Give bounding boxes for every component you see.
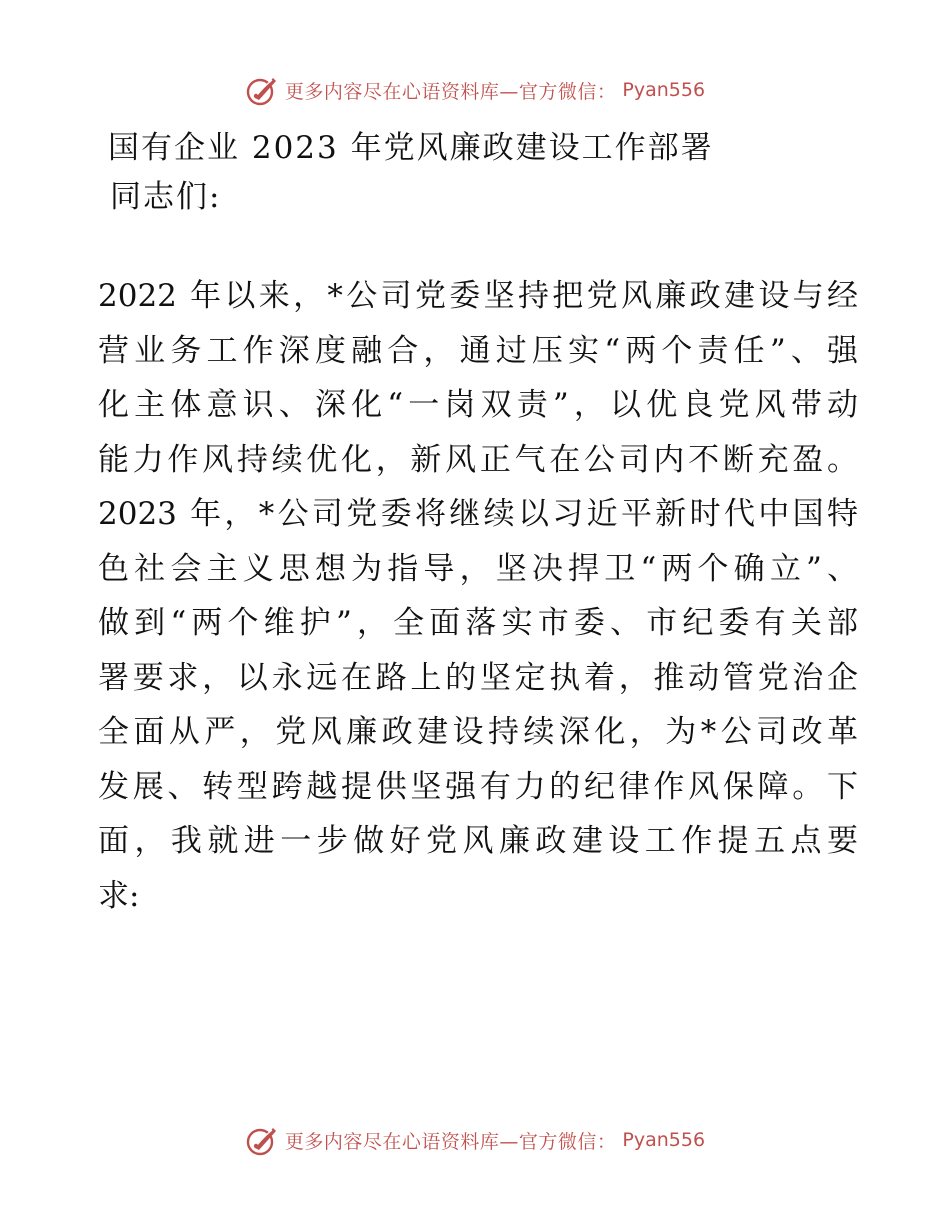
feather-pen-seal-icon	[245, 1123, 279, 1157]
watermark-text: 更多内容尽在心语资料库—官方微信：	[284, 80, 617, 103]
footer-watermark	[0, 1120, 950, 1160]
body-line: 发展、转型跨越提供坚强有力的纪律作风保障。下	[98, 768, 858, 805]
body-line: 做到“两个维护”，全面落实市委、市纪委有关部	[98, 605, 858, 641]
body-line: 2023 年，*公司党委将继续以习近平新时代中国特	[98, 496, 858, 532]
watermark-wechat-id: Pyan556	[622, 1129, 706, 1151]
header-watermark	[0, 70, 950, 110]
watermark-text: 更多内容尽在心语资料库—官方微信：	[284, 1130, 617, 1153]
body-line: 色社会主义思想为指导，坚决捍卫“两个确立”、	[98, 550, 858, 587]
body-line: 营业务工作深度融合，通过压实“两个责任”、强	[98, 332, 858, 369]
body-line: 能力作风持续优化，新风正气在公司内不断充盈。	[98, 441, 858, 478]
watermark-wechat-id: Pyan556	[622, 79, 706, 101]
body-paragraph	[98, 276, 858, 930]
salutation: 同志们:	[110, 179, 222, 215]
document-title: 国有企业 2023 年党风廉政建设工作部署	[108, 130, 714, 166]
body-line: 化主体意识、深化“一岗双责”，以优良党风带动	[98, 387, 858, 423]
body-line: 署要求，以永远在路上的坚定执着，推动管党治企	[98, 659, 858, 696]
body-line: 全面从严，党风廉政建设持续深化，为*公司改革	[98, 714, 858, 750]
feather-pen-seal-icon	[245, 73, 279, 107]
body-line: 面，我就进一步做好党风廉政建设工作提五点要	[98, 823, 858, 859]
body-line: 2022 年以来，*公司党委坚持把党风廉政建设与经	[98, 278, 858, 314]
body-line: 求:	[98, 877, 140, 914]
